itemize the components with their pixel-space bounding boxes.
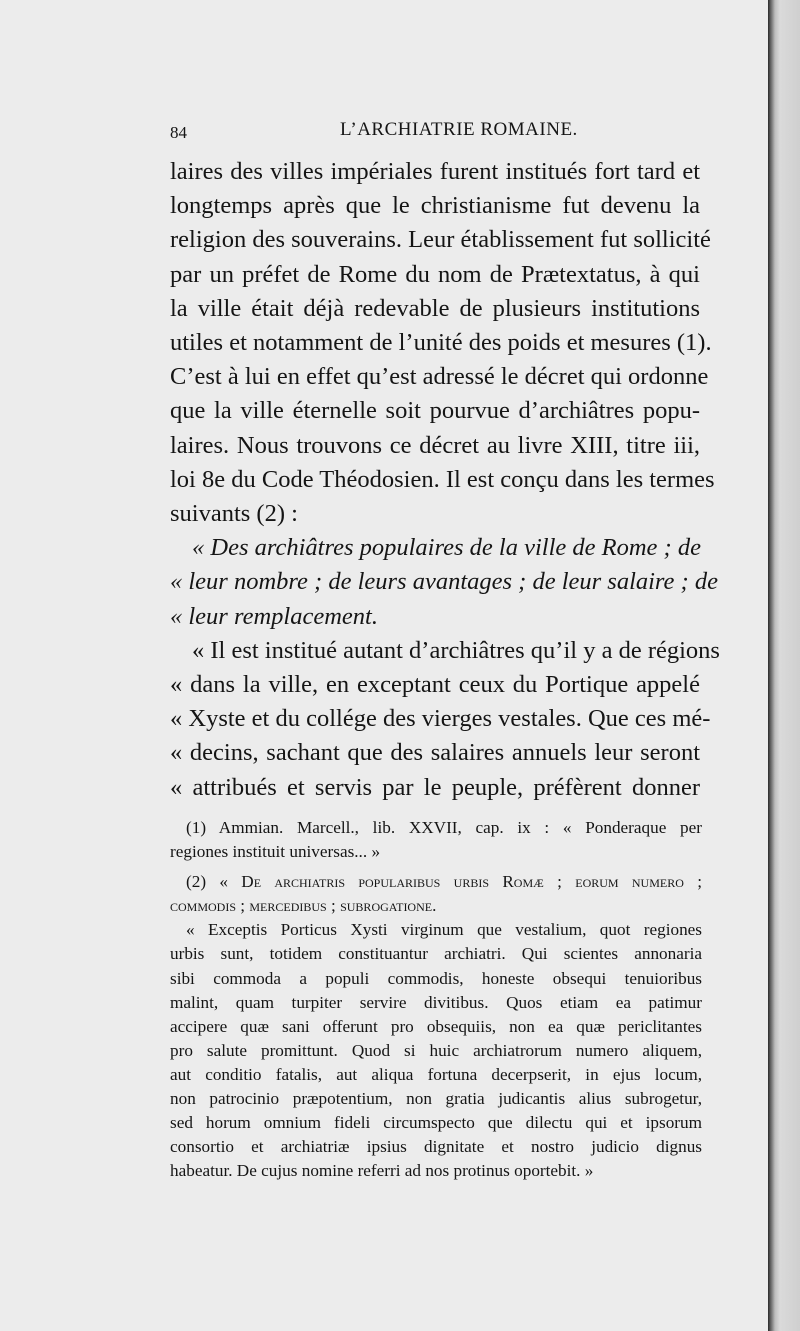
footnote-line: sed horum omnium fideli circumspecto que dilectu qui et ipsorum: [170, 1113, 702, 1133]
decree-line: « Il est institué autant d’archiâtres qu’il y a de régions: [192, 636, 720, 664]
footnote-line: (1) Ammian. Marcell., lib. XXVII, cap. ix : « Ponderaque per: [186, 818, 702, 837]
text-line: par un préfet de Rome du nom de Prætextatus, à qui: [170, 260, 700, 288]
footnote-line: pro salute promittunt. Quod si huic archiatrorum numero aliquem,: [170, 1040, 702, 1060]
text-line: la ville était déjà redevable de plusieurs institutions: [170, 294, 700, 322]
footnote-line: habeatur. De cujus nomine referri ad nos protinus oportebit. »: [170, 1161, 594, 1181]
book-gutter-edge: [768, 0, 800, 1331]
footnote-line: urbis sunt, totidem constituantur archiatri. Qui scientes annonaria: [170, 944, 702, 964]
decree-line: « dans la ville, en exceptant ceux du Portique appelé: [170, 671, 700, 699]
text-line: laires. Nous trouvons ce décret au livre XIII, titre iii,: [170, 431, 700, 459]
footnote-line: accipere quæ sani offerunt pro obsequiis, non ea quæ periclitantes: [170, 1016, 702, 1036]
footnote-line: (2) « De archiatris popularibus urbis Romæ ; eorum numero ;: [186, 872, 702, 892]
footnote-line: consortio et archiatriæ ipsius dignitate et nostro judicio dignus: [170, 1137, 702, 1157]
decree-line: « attribués et servis par le peuple, préfèrent donner: [170, 773, 700, 801]
text-line: que la ville éternelle soit pourvue d’archiâtres popu-: [170, 397, 700, 425]
footnote-line: commodis ; mercedibus ; subrogatione.: [170, 896, 437, 916]
footnotes: [170, 816, 702, 1183]
page-number: 84: [170, 123, 187, 142]
decree-line: « decins, sachant que des salaires annuels leur seront: [170, 739, 700, 767]
text-line: C’est à lui en effet qu’est adressé le décret qui ordonne: [170, 363, 709, 391]
footnote-line: malint, quam turpiter servire divitibus. Quos etiam ea patimur: [170, 992, 702, 1012]
decree-line: « Xyste et du collége des vierges vestales. Que ces mé-: [170, 705, 711, 733]
text-line: utiles et notamment de l’unité des poids et mesures (1).: [170, 329, 712, 357]
text-line: loi 8e du Code Théodosien. Il est conçu dans les termes: [170, 465, 715, 493]
decree-title-line: « leur remplacement.: [170, 602, 378, 630]
text-line: longtemps après que le christianisme fut devenu la: [170, 192, 700, 220]
footnote-line: aut conditio fatalis, aut aliqua fortuna decerpserit, in ejus locum,: [170, 1064, 702, 1084]
decree-title-line: « Des archiâtres populaires de la ville de Rome ; de: [192, 534, 701, 562]
text-line: laires des villes impériales furent institués fort tard et: [170, 158, 700, 185]
decree-title-line: « leur nombre ; de leurs avantages ; de leur salaire ; de: [170, 568, 718, 596]
text-line: suivants (2) :: [170, 500, 298, 528]
footnote-line: regiones instituit universas... »: [170, 842, 381, 862]
main-text: [170, 155, 720, 805]
running-title: L’ARCHIATRIE ROMAINE.: [340, 119, 578, 140]
footnote-line: « Exceptis Porticus Xysti virginum que vestalium, quot regiones: [186, 920, 702, 940]
footnote-line: sibi commoda a populi commodis, honeste obsequi tenuioribus: [170, 968, 702, 988]
footnote-line: non patrocinio præpotentium, non gratia judicantis alius subrogetur,: [170, 1089, 702, 1109]
running-header: [170, 117, 700, 147]
text-line: religion des souverains. Leur établissement fut sollicité: [170, 226, 711, 254]
